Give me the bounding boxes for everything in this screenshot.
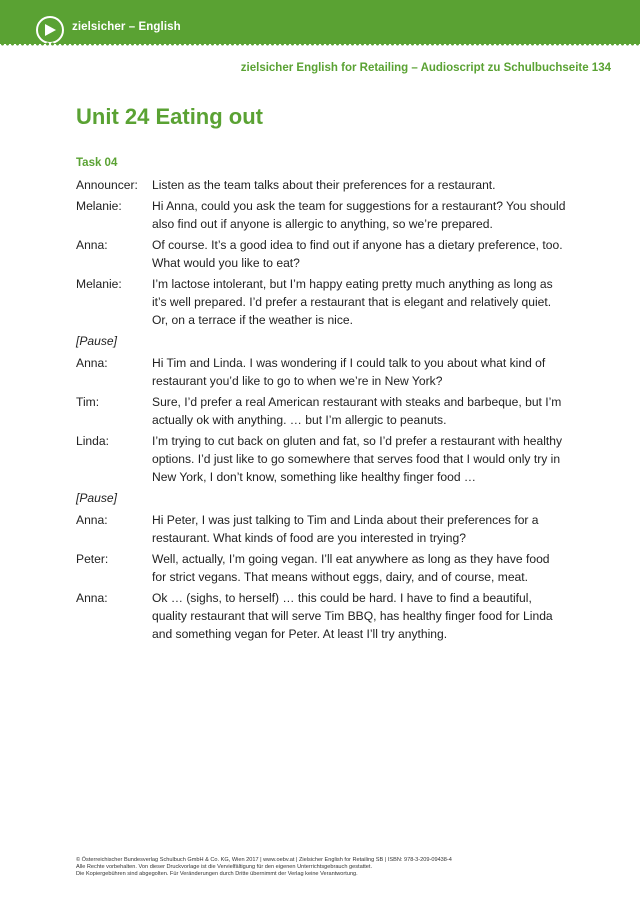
script-row bbox=[76, 197, 566, 233]
footer-line: © Österreichischer Bundesverlag Schulbuch GmbH & Co. KG, Wien 2017 | www.oebv.at | Zielsicher English for Retailing SB | ISBN: 978-3-209-09438-4 bbox=[76, 857, 452, 863]
copyright-footer bbox=[76, 857, 452, 878]
speech-text: Hi Anna, could you ask the team for suggestions for a restaurant? You should also find out if anyone is allergic to anything, so we’re prepared. bbox=[152, 199, 566, 231]
script-row bbox=[76, 354, 566, 390]
play-circle-icon bbox=[36, 16, 64, 44]
script-row bbox=[76, 393, 566, 429]
script-row bbox=[76, 176, 566, 194]
speech-text: Hi Peter, I was just talking to Tim and Linda about their preferences for a restaurant. What kinds of food are you interested in trying? bbox=[152, 513, 539, 545]
speech-text: I’m trying to cut back on gluten and fat, so I’d prefer a restaurant with healthy options. I’d just like to go somewhere that serves food that I would only try in New York, I don’t know, something like healthy finger food … bbox=[152, 434, 563, 484]
pause-marker bbox=[76, 489, 566, 507]
brand-banner bbox=[0, 0, 640, 44]
unit-title: Unit 24 Eating out bbox=[76, 104, 263, 129]
task-label: Task 04 bbox=[76, 157, 118, 169]
speaker-label: Melanie: bbox=[76, 199, 122, 213]
footer-line: Alle Rechte vorbehalten. Von dieser Druckvorlage ist die Vervielfältigung für den eigenen Unterrichtsgebrauch gestattet. bbox=[76, 864, 373, 870]
speech-text: Well, actually, I’m going vegan. I’ll eat anywhere as long as they have food for strict vegans. That means without eggs, dairy, and of course, meat. bbox=[152, 552, 550, 584]
speech-text: Sure, I’d prefer a real American restaurant with steaks and barbeque, but I’m actually ok with anything. … but I’m allergic to peanuts. bbox=[152, 395, 562, 427]
speech-text: Of course. It’s a good idea to find out if anyone has a dietary preference, too. What would you like to eat? bbox=[152, 238, 563, 270]
speech-text: I’m lactose intolerant, but I’m happy eating pretty much anything as long as it’s well prepared. I’d prefer a restaurant that is elegant and relatively quiet. Or, on a terrace if the weather is nice. bbox=[152, 277, 553, 327]
banner-dotted-edge bbox=[0, 41, 640, 47]
page-header-title: zielsicher English for Retailing – Audioscript zu Schulbuchseite 134 bbox=[240, 62, 611, 74]
brand-name: zielsicher – English bbox=[72, 21, 181, 33]
speaker-label: Peter: bbox=[76, 552, 109, 566]
audioscript bbox=[76, 176, 566, 646]
script-row bbox=[76, 589, 566, 643]
speech-text: Listen as the team talks about their preferences for a restaurant. bbox=[152, 178, 496, 192]
script-row bbox=[76, 511, 566, 547]
pause-label: [Pause] bbox=[76, 491, 118, 505]
speaker-label: Melanie: bbox=[76, 277, 122, 291]
speech-text: Hi Tim and Linda. I was wondering if I could talk to you about what kind of restaurant you’d like to go to when we’re in New York? bbox=[152, 356, 546, 388]
speaker-label: Tim: bbox=[76, 395, 100, 409]
speaker-label: Anna: bbox=[76, 356, 108, 370]
script-row bbox=[76, 275, 566, 329]
script-row bbox=[76, 432, 566, 486]
footer-line: Die Kopiergebühren sind abgegolten. Für Veränderungen durch Dritte übernimmt der Verlag keine Verantwortung. bbox=[76, 871, 358, 877]
pause-marker bbox=[76, 332, 566, 350]
speaker-label: Anna: bbox=[76, 513, 108, 527]
script-row bbox=[76, 236, 566, 272]
speaker-label: Announcer: bbox=[76, 178, 138, 192]
pause-label: [Pause] bbox=[76, 334, 118, 348]
speaker-label: Anna: bbox=[76, 238, 108, 252]
speaker-label: Anna: bbox=[76, 591, 108, 605]
script-row bbox=[76, 550, 566, 586]
speaker-label: Linda: bbox=[76, 434, 109, 448]
speech-text: Ok … (sighs, to herself) … this could be hard. I have to find a beautiful, quality restaurant that will serve Tim BBQ, has healthy finger food for Linda and something vegan for Peter. At least I’ll try anything. bbox=[152, 591, 553, 641]
